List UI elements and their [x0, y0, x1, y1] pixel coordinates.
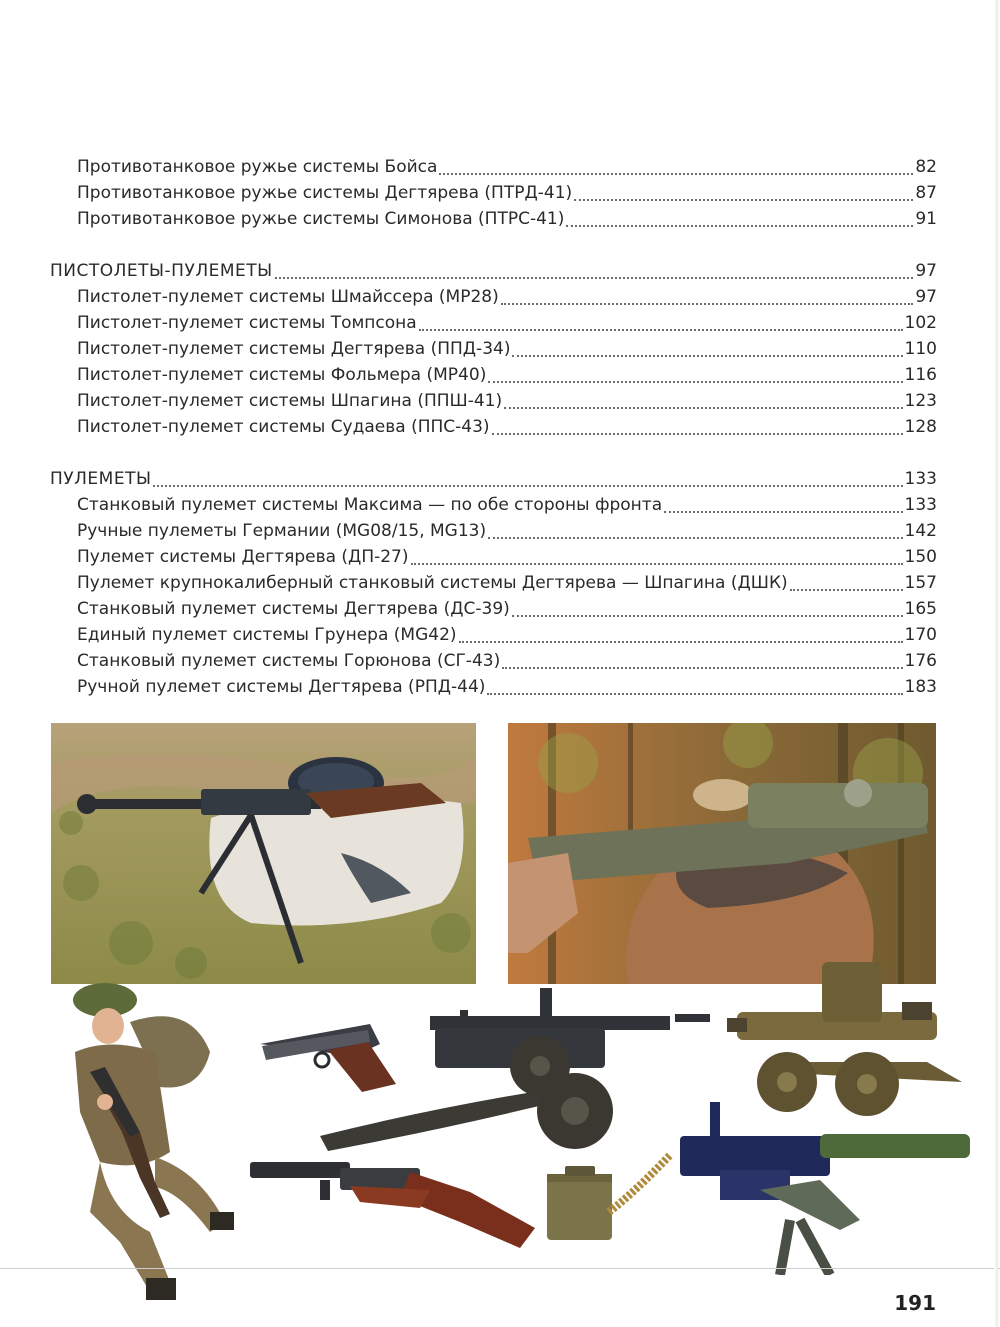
dot-leader: [459, 640, 903, 643]
toc-entry[interactable]: [77, 648, 937, 674]
toc-entry-title: Пистолет-пулемет системы Шмайссера (МР28): [77, 287, 499, 307]
toc-entry[interactable]: [77, 284, 937, 310]
toc-entry-title: Пулемет системы Дегтярева (ДП-27): [77, 547, 409, 567]
toc-entry-title: Пистолет-пулемет системы Томпсона: [77, 313, 417, 333]
toc-entry[interactable]: [77, 154, 937, 180]
page-edge-shadow: [994, 0, 998, 1327]
toc-entry-title: Противотанковое ружье системы Бойса: [77, 157, 438, 177]
photo-dshk-tripod: [680, 1100, 976, 1275]
dot-leader: [487, 692, 902, 695]
soldier-illustration: [60, 982, 240, 1312]
dot-leader: [492, 432, 903, 435]
dot-leader: [504, 406, 902, 409]
toc-entry-title: Станковый пулемет системы Максима — по обе стороны фронта: [77, 495, 663, 515]
toc-entry[interactable]: [77, 622, 937, 648]
toc-entry-title: Пистолет-пулемет системы Дегтярева (ППД-34): [77, 339, 511, 359]
toc-entry[interactable]: [77, 362, 937, 388]
smg-illustration: [250, 1158, 535, 1250]
toc-entry[interactable]: [77, 518, 937, 544]
sg43-illustration: [320, 986, 715, 1156]
dot-leader: [275, 276, 914, 279]
toc-entry-title: Пистолет-пулемет системы Судаева (ППС-43): [77, 417, 490, 437]
toc-entry-page: 170: [904, 625, 937, 645]
toc-section-page: 133: [904, 469, 937, 489]
toc-entry[interactable]: [77, 310, 937, 336]
dot-leader: [512, 354, 902, 357]
toc-entry[interactable]: [77, 180, 937, 206]
toc-section-page: 97: [915, 261, 937, 281]
toc-entry[interactable]: [77, 674, 937, 700]
photo-smg-rifle: [250, 1158, 535, 1250]
toc-entry-page: 82: [915, 157, 937, 177]
photo-dp27-on-field: [51, 723, 476, 984]
dot-leader: [566, 224, 913, 227]
toc-entry-title: Пистолет-пулемет системы Фольмера (МР40): [77, 365, 487, 385]
toc-entry[interactable]: [77, 596, 937, 622]
toc-entry[interactable]: [77, 388, 937, 414]
page-number: 191: [894, 1291, 936, 1315]
toc-entry-page: 157: [904, 573, 937, 593]
toc-entry-page: 133: [904, 495, 937, 515]
dot-leader: [439, 172, 913, 175]
dot-leader: [512, 614, 903, 617]
toc-entry-page: 142: [904, 521, 937, 541]
dot-leader: [419, 328, 903, 331]
toc-section-smg[interactable]: [50, 258, 937, 284]
toc-entry-page: 128: [904, 417, 937, 437]
toc-entry-title: Противотанковое ружье системы Симонова (ПТРС-41): [77, 209, 565, 229]
toc-entry[interactable]: [77, 492, 937, 518]
toc-section-title: ПУЛЕМЕТЫ: [50, 469, 152, 489]
toc-entry-title: Станковый пулемет системы Горюнова (СГ-43): [77, 651, 501, 671]
photo-maxim-wheeled: [727, 962, 964, 1122]
dshk-illustration: [680, 1100, 976, 1275]
toc-entry-page: 87: [915, 183, 937, 203]
toc-entry-page: 97: [915, 287, 937, 307]
toc-entry-title: Противотанковое ружье системы Дегтярева (ПТРД-41): [77, 183, 573, 203]
toc-entry-title: Станковый пулемет системы Дегтярева (ДС-39): [77, 599, 510, 619]
photo-goryunov-sg43: [320, 986, 715, 1156]
toc-entry[interactable]: [77, 570, 937, 596]
toc-section-mg[interactable]: [50, 466, 937, 492]
dot-leader: [501, 302, 914, 305]
toc-entry[interactable]: [77, 206, 937, 232]
toc-entry[interactable]: [77, 414, 937, 440]
toc-entry-title: Пулемет крупнокалиберный станковый системы Дегтярева — Шпагина (ДШК): [77, 573, 788, 593]
dot-leader: [153, 484, 902, 487]
toc-entry-title: Ручной пулемет системы Дегтярева (РПД-44): [77, 677, 486, 697]
dot-leader: [664, 510, 902, 513]
dot-leader: [574, 198, 913, 201]
dot-leader: [488, 380, 902, 383]
toc-entry-page: 183: [904, 677, 937, 697]
footer-rule: [0, 1268, 1000, 1269]
toc-entry-page: 165: [904, 599, 937, 619]
toc-entry-page: 150: [904, 547, 937, 567]
toc-entry-title: Единый пулемет системы Грунера (MG42): [77, 625, 457, 645]
photo-running-soldier: [60, 982, 240, 1312]
maxim-illustration: [727, 962, 964, 1122]
toc-entry-page: 91: [915, 209, 937, 229]
toc-section-title: ПИСТОЛЕТЫ-ПУЛЕМЕТЫ: [50, 261, 273, 281]
toc-entry-title: Ручные пулеметы Германии (MG08/15, MG13): [77, 521, 487, 541]
ammo-box-illustration: [545, 1152, 675, 1242]
toc-entry-page: 102: [904, 313, 937, 333]
dp27-photo-illustration: [51, 723, 476, 984]
photo-ammo-box: [545, 1152, 675, 1242]
toc-entry-page: 110: [904, 339, 937, 359]
dot-leader: [411, 562, 903, 565]
toc-entry-page: 123: [904, 391, 937, 411]
toc-entry[interactable]: [77, 336, 937, 362]
dot-leader: [790, 588, 903, 591]
toc-entry-page: 116: [904, 365, 937, 385]
toc-entry-title: Пистолет-пулемет системы Шпагина (ППШ-41): [77, 391, 503, 411]
toc-entry-page: 176: [904, 651, 937, 671]
maxim-carry-photo-illustration: [508, 723, 936, 984]
photo-soldier-carrying-maxim: [508, 723, 936, 984]
dot-leader: [488, 536, 902, 539]
toc-entry[interactable]: [77, 544, 937, 570]
dot-leader: [502, 666, 902, 669]
